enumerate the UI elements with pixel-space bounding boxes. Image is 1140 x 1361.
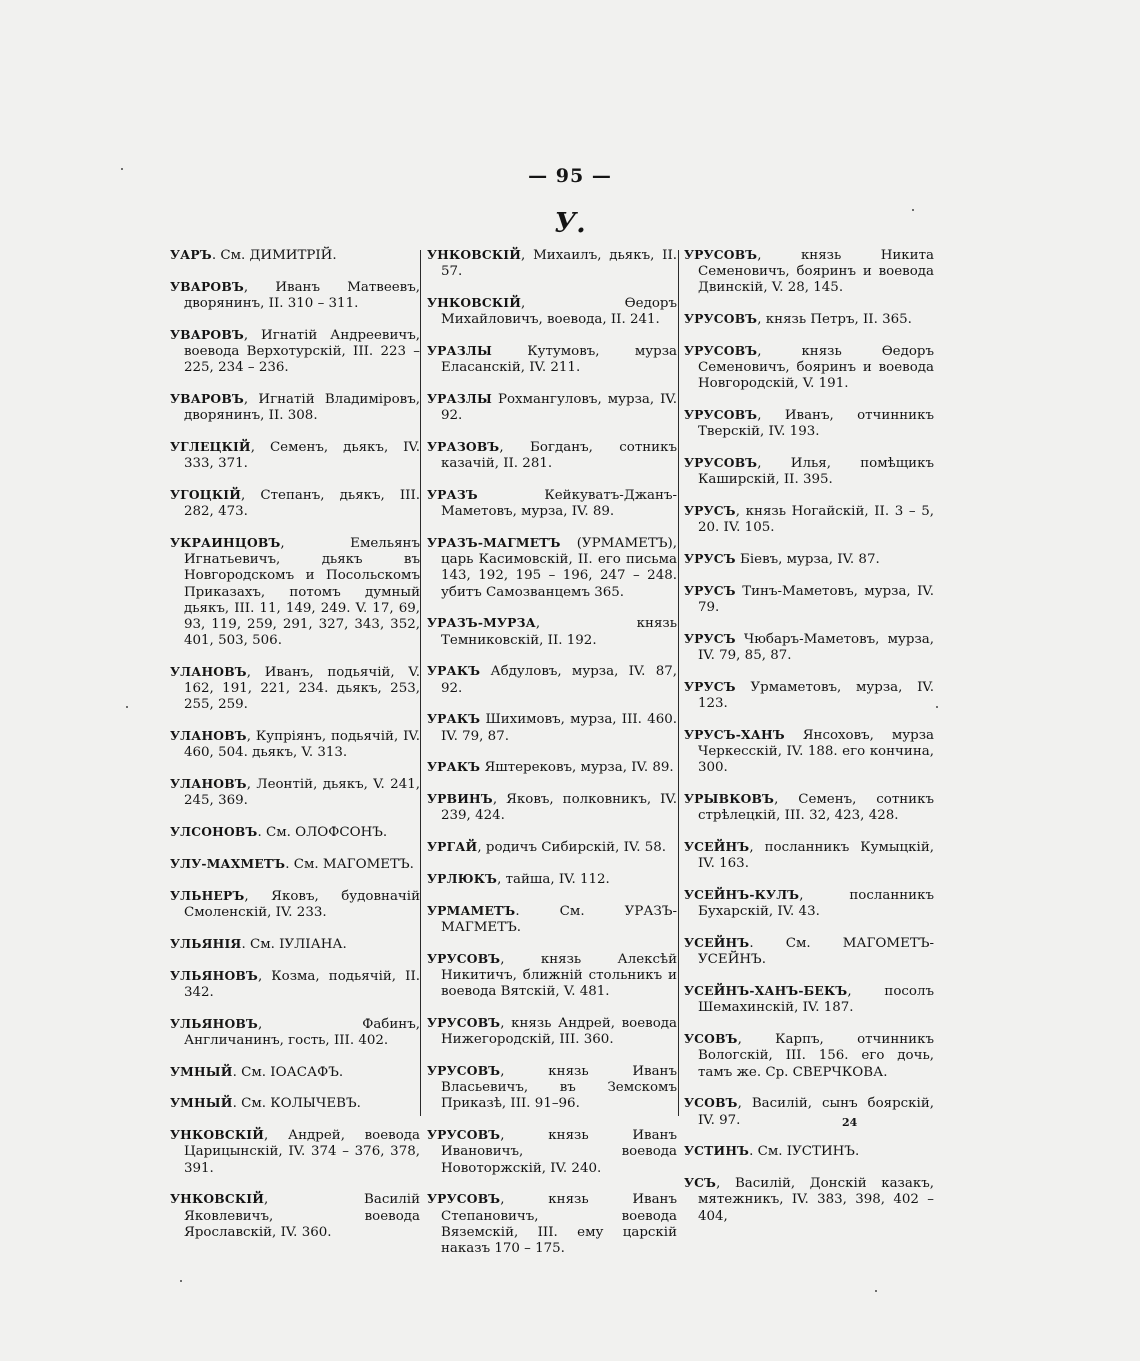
index-entry xyxy=(427,535,677,601)
index-entry xyxy=(170,247,420,264)
entry-text: , князь Андрей, воевода Нижегородскій, III. 360. xyxy=(441,1016,677,1048)
entry-headword: УРАКЪ xyxy=(427,759,481,775)
entry-headword: УРАЗЪ-МАГМЕТЪ xyxy=(427,535,561,550)
entry-headword: УРАЗЪ xyxy=(427,487,478,502)
entry-headword: УРУСОВЪ xyxy=(684,407,758,423)
entry-text: , Игнатій Владиміровъ, дворянинъ, II. 308. xyxy=(184,392,420,424)
entry-text: Яштерековъ, мурза, IV. 89. xyxy=(480,760,674,776)
entry-text: , князь Ѳедоръ Семеновичъ, бояринъ и воевода Новгородскій, V. 191. xyxy=(698,344,934,392)
entry-text: , Иванъ, отчинникъ Тверскій, IV. 193. xyxy=(698,408,934,440)
entry-text: , князь Темниковскій, II. 192. xyxy=(441,616,677,648)
index-entry xyxy=(170,487,420,520)
index-entry xyxy=(684,1143,934,1160)
entry-headword: УАРЪ xyxy=(170,247,212,262)
entry-text: . См. ДИМИТРІЙ. xyxy=(211,248,337,263)
index-column-3 xyxy=(684,247,934,1239)
entry-headword: УСЕЙНЪ-ХАНЪ-БЕКЪ xyxy=(684,983,848,999)
index-entry xyxy=(684,343,934,393)
index-entry xyxy=(684,935,934,968)
entry-headword: УСЕЙНЪ xyxy=(684,839,750,855)
column-divider xyxy=(420,250,421,1116)
entry-text: , Семенъ, сотникъ стрѣлецкій, III. 32, 423, 428. xyxy=(698,792,934,824)
entry-text: Урмаметовъ, мурза, IV. 123. xyxy=(698,680,934,712)
index-entry xyxy=(684,839,934,872)
entry-text: Тинъ-Маметовъ, мурза, IV. 79. xyxy=(698,584,934,616)
entry-text: , Василій, сынъ боярскій, IV. 97. xyxy=(698,1096,934,1128)
index-entry xyxy=(427,1127,677,1177)
entry-headword: УРУСЪ xyxy=(684,503,736,519)
section-letter: У. xyxy=(554,208,586,239)
entry-headword: УРУСОВЪ xyxy=(684,247,758,262)
entry-headword: УСОВЪ xyxy=(684,1031,738,1047)
entry-text: , Богданъ, сотникъ казачій, II. 281. xyxy=(441,440,677,472)
entry-text: , князь Иванъ Степановичъ, воевода Вяземскій, III. ему царскій наказъ 170 – 175. xyxy=(441,1192,677,1257)
entry-headword: УРМАМЕТЪ xyxy=(427,902,516,918)
entry-headword: УРУСЪ-ХАНЪ xyxy=(684,727,785,742)
scan-speck xyxy=(180,1280,182,1282)
entry-headword: УРАКЪ xyxy=(427,663,481,679)
entry-headword: УЛАНОВЪ xyxy=(170,664,247,680)
index-entry xyxy=(170,728,420,761)
entry-headword: УЛСОНОВЪ xyxy=(170,824,258,840)
entry-text: Чюбаръ-Маметовъ, мурза, IV. 79, 85, 87. xyxy=(698,632,934,664)
index-column-2 xyxy=(427,247,677,1272)
entry-text: Біевъ, мурза, IV. 87. xyxy=(735,552,880,568)
index-entry xyxy=(170,279,420,312)
entry-text: , князь Иванъ Ивановичъ, воевода Новоторжскій, IV. 240. xyxy=(441,1128,677,1176)
entry-text: , Яковъ, полковникъ, IV. 239, 424. xyxy=(441,792,677,824)
entry-text: , Илья, помѣщикъ Каширскій, II. 395. xyxy=(698,456,934,488)
entry-headword: УЛЬЯНІЯ xyxy=(170,935,242,951)
entry-headword: УРАЗЛЫ xyxy=(427,343,492,358)
entry-headword: УЛЬЯНОВЪ xyxy=(170,1015,258,1031)
index-entry xyxy=(170,888,420,921)
entry-headword: УРУСОВЪ xyxy=(427,1015,501,1030)
entry-text: , Фабинъ, Англичанинъ, гость, III. 402. xyxy=(184,1016,420,1048)
entry-text: , Купріянъ, подьячій, IV. 460, 504. дьякъ, V. 313. xyxy=(184,729,420,761)
entry-headword: УРУСОВЪ xyxy=(684,343,758,358)
index-entry xyxy=(684,455,934,488)
entry-headword: УВАРОВЪ xyxy=(170,326,244,342)
entry-headword: УЛУ-МАХМЕТЪ xyxy=(170,856,286,872)
scan-speck xyxy=(912,209,914,211)
entry-text: , князь Ногайскій, II. 3 – 5, 20. IV. 105. xyxy=(698,504,934,536)
index-entry xyxy=(427,1191,677,1257)
entry-headword: УНКОВСКІЙ xyxy=(170,1127,265,1143)
entry-headword: УРУСОВЪ xyxy=(427,1063,501,1078)
page-number: — 95 — xyxy=(528,165,612,187)
index-entry xyxy=(427,711,677,744)
entry-headword: УСТИНЪ xyxy=(684,1143,750,1159)
index-entry xyxy=(684,247,934,297)
index-entry xyxy=(170,824,420,841)
index-entry xyxy=(170,664,420,714)
entry-headword: УВАРОВЪ xyxy=(170,278,244,294)
entry-text: , Василій, Донскій казакъ, мятежникъ, IV. 383, 398, 402 – 404, xyxy=(698,1176,934,1224)
entry-text: Абдуловъ, мурза, IV. 87, 92. xyxy=(441,664,677,696)
entry-text: . См. МАГОМЕТЪ. xyxy=(285,857,414,873)
entry-headword: УРУСЪ xyxy=(684,551,736,567)
index-entry xyxy=(170,535,420,649)
index-entry xyxy=(684,583,934,616)
entry-text: (УРМАМЕТЪ), царь Касимовскій, II. его письма 143, 192, 195 – 196, 247 – 248. убитъ Самозванцемъ 365. xyxy=(441,536,677,600)
index-entry xyxy=(427,295,677,328)
index-entry xyxy=(427,951,677,1001)
entry-text: , Козма, подьячій, II. 342. xyxy=(184,968,420,1000)
entry-headword: УРУСОВЪ xyxy=(684,455,758,471)
entry-text: . См. ІУЛІАНА. xyxy=(241,936,347,952)
entry-text: , Леонтій, дьякъ, V. 241, 245, 369. xyxy=(184,777,420,809)
entry-text: , родичъ Сибирскій, IV. 58. xyxy=(477,840,667,856)
entry-text: . См. КОЛЫЧЕВЪ. xyxy=(232,1096,361,1112)
entry-headword: УРУСОВЪ xyxy=(427,1191,501,1207)
entry-headword: УКРАИНЦОВЪ xyxy=(170,535,281,550)
entry-text: , Карпъ, отчинникъ Вологскій, III. 156. его дочь, тамъ же. Ср. СВЕРЧКОВА. xyxy=(698,1032,934,1080)
entry-headword: УРАЗЛЫ xyxy=(427,391,492,406)
index-entry xyxy=(684,679,934,712)
entry-headword: УРГАЙ xyxy=(427,839,478,855)
entry-text: . См. ІОАСАФЪ. xyxy=(232,1064,344,1080)
entry-headword: УНКОВСКІЙ xyxy=(170,1191,265,1207)
entry-text: , Яковъ, будовначій Смоленскій, IV. 233. xyxy=(184,888,420,921)
entry-headword: УРУСОВЪ xyxy=(427,1127,501,1143)
entry-headword: УРУСЪ xyxy=(684,583,736,598)
index-entry xyxy=(427,247,677,280)
entry-headword: УРАКЪ xyxy=(427,711,481,727)
index-entry xyxy=(684,983,934,1016)
entry-text: . См. УРАЗЪ-МАГМЕТЪ. xyxy=(441,903,677,935)
entry-headword: УНКОВСКІЙ xyxy=(427,247,522,262)
index-entry xyxy=(427,439,677,472)
index-entry xyxy=(170,327,420,377)
index-entry xyxy=(170,1191,420,1241)
entry-headword: УЛЬЯНОВЪ xyxy=(170,967,258,983)
index-entry xyxy=(427,791,677,824)
entry-headword: УРВИНЪ xyxy=(427,791,493,807)
index-entry xyxy=(427,343,677,376)
entry-headword: УСЕЙНЪ xyxy=(684,935,750,951)
index-entry xyxy=(427,759,677,776)
entry-text: , князь Иванъ Власьевичъ, въ Земскомъ Приказѣ, III. 91–96. xyxy=(441,1064,677,1112)
entry-headword: УГОЦКІЙ xyxy=(170,487,242,502)
index-entry xyxy=(684,1175,934,1225)
index-entry xyxy=(427,871,677,888)
index-column-1 xyxy=(170,247,420,1256)
scan-speck xyxy=(875,1290,877,1292)
entry-headword: УРЛЮКЪ xyxy=(427,871,498,886)
index-entry xyxy=(684,631,934,664)
entry-text: Кутумовъ, мурза Еласанскій, IV. 211. xyxy=(441,344,677,376)
entry-headword: УГЛЕЦКІЙ xyxy=(170,439,251,454)
printer-signature: 24 xyxy=(842,1116,858,1129)
entry-headword: УЛЬНЕРЪ xyxy=(170,887,245,903)
index-entry xyxy=(170,439,420,472)
index-entry xyxy=(684,311,934,328)
entry-headword: УНКОВСКІЙ xyxy=(427,295,522,310)
entry-headword: УСЪ xyxy=(684,1175,717,1191)
entry-text: , Степанъ, дьякъ, III. 282, 473. xyxy=(184,488,420,520)
entry-text: , князь Никита Семеновичъ, бояринъ и воевода Двинскій, V. 28, 145. xyxy=(698,248,934,296)
entry-text: , посланникъ Бухарскій, IV. 43. xyxy=(698,888,934,920)
index-entry xyxy=(170,1127,420,1177)
entry-text: . См. ІУСТИНЪ. xyxy=(749,1144,860,1160)
index-entry xyxy=(170,1016,420,1049)
entry-headword: УСОВЪ xyxy=(684,1095,738,1111)
entry-headword: УРЫВКОВЪ xyxy=(684,791,775,807)
entry-text: , посолъ Шемахинскій, IV. 187. xyxy=(698,984,934,1016)
entry-headword: УРУСОВЪ xyxy=(427,950,501,966)
scan-speck xyxy=(126,706,128,708)
index-entry xyxy=(427,903,677,936)
index-entry xyxy=(684,1031,934,1081)
index-entry xyxy=(427,391,677,424)
index-entry xyxy=(684,503,934,536)
index-entry xyxy=(427,615,677,648)
entry-text: , Андрей, воевода Царицынскій, IV. 374 – 376, 378, 391. xyxy=(184,1128,420,1176)
entry-text: , Игнатій Андреевичъ, воевода Верхотурскій, III. 223 – 225, 234 – 236. xyxy=(184,327,420,376)
entry-text: , посланникъ Кумыцкій, IV. 163. xyxy=(698,840,934,872)
entry-headword: УМНЫЙ xyxy=(170,1063,233,1079)
entry-text: , Емельянъ Игнатьевичъ, дьякъ въ Новгородскомъ и Посольскомъ Приказахъ, потомъ думный дьякъ, III. 11, 149, 249. V. 17, 69, 93, 119, 259, 291, 327, 343, 352, 401, 503, 506. xyxy=(184,536,420,649)
entry-text: Шихимовъ, мурза, III. 460. IV. 79, 87. xyxy=(441,712,677,744)
entry-headword: УРУСЪ xyxy=(684,631,736,646)
index-entry xyxy=(684,791,934,824)
index-entry xyxy=(684,1095,934,1128)
entry-headword: УРУСОВЪ xyxy=(684,311,758,327)
scan-speck xyxy=(121,168,123,170)
entry-text: , Иванъ, подьячій, V. 162, 191, 221, 234. дьякъ, 253, 255, 259. xyxy=(184,665,420,713)
index-entry xyxy=(170,391,420,424)
index-entry xyxy=(427,487,677,520)
entry-text: , князь Алексѣй Никитичъ, ближній стольникъ и воевода Вятскій, V. 481. xyxy=(441,951,677,1000)
entry-text: , Иванъ Матвеевъ, дворянинъ, II. 310 – 311. xyxy=(184,279,420,311)
index-entry xyxy=(684,407,934,440)
entry-headword: УВАРОВЪ xyxy=(170,391,244,406)
entry-headword: УЛАНОВЪ xyxy=(170,728,247,744)
entry-headword: УРАЗОВЪ xyxy=(427,439,500,454)
entry-text: . См. ОЛОФСОНЪ. xyxy=(257,825,388,841)
index-entry xyxy=(170,856,420,873)
index-entry xyxy=(684,727,934,777)
entry-headword: УЛАНОВЪ xyxy=(170,776,247,792)
index-entry xyxy=(684,551,934,568)
entry-text: , тайша, IV. 112. xyxy=(497,872,610,887)
entry-headword: УСЕЙНЪ-КУЛЪ xyxy=(684,887,800,903)
index-entry xyxy=(427,839,677,856)
entry-text: , Ѳедоръ Михайловичъ, воевода, II. 241. xyxy=(441,296,677,328)
scan-speck xyxy=(936,706,938,708)
index-entry xyxy=(170,776,420,809)
index-entry xyxy=(170,936,420,953)
entry-text: Кейкуватъ-Джанъ-Маметовъ, мурза, IV. 89. xyxy=(441,488,677,520)
entry-text: , Михаилъ, дьякъ, II. 57. xyxy=(441,248,677,280)
entry-text: , Василій Яковлевичъ, воевода Ярославскій, IV. 360. xyxy=(184,1192,420,1240)
index-entry xyxy=(427,663,677,696)
entry-headword: УМНЫЙ xyxy=(170,1095,233,1111)
entry-headword: УРУСЪ xyxy=(684,679,736,694)
column-divider xyxy=(678,250,679,1116)
entry-text: , князь Петръ, II. 365. xyxy=(757,312,912,328)
entry-text: , Семенъ, дьякъ, IV. 333, 371. xyxy=(184,440,420,472)
index-entry xyxy=(684,887,934,920)
entry-text: Янсоховъ, мурза Черкесскій, IV. 188. его кончина, 300. xyxy=(698,728,934,776)
index-entry xyxy=(427,1063,677,1113)
entry-text: . См. МАГОМЕТЪ-УСЕЙНЪ. xyxy=(698,936,934,968)
index-entry xyxy=(170,1064,420,1081)
entry-headword: УРАЗЪ-МУРЗА xyxy=(427,615,536,631)
entry-text: Рохмангуловъ, мурза, IV. 92. xyxy=(441,392,677,424)
index-entry xyxy=(427,1015,677,1048)
index-entry xyxy=(170,1095,420,1112)
index-entry xyxy=(170,968,420,1001)
